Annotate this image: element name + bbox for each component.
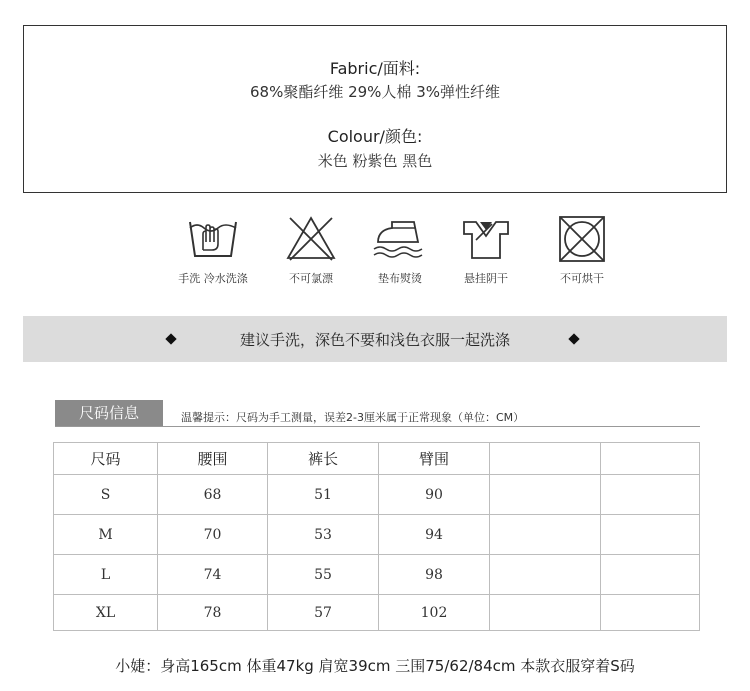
table-cell [601, 515, 700, 555]
care-label: 不可氯漂 [289, 272, 333, 285]
table-cell [490, 475, 601, 515]
care-label: 垫布熨烫 [378, 272, 422, 285]
table-cell: 98 [379, 555, 490, 595]
table-cell [490, 515, 601, 555]
table-cell: 53 [268, 515, 379, 555]
table-row [54, 515, 700, 555]
colour-title: Colour/颜色: [327, 127, 423, 146]
table-cell: L [54, 555, 158, 595]
table-header-row [54, 443, 700, 475]
table-cell: S [54, 475, 158, 515]
table-cell: 57 [268, 595, 379, 631]
table-header-cell [490, 443, 601, 475]
care-item-hang-dry [431, 212, 541, 286]
care-label: 不可烘干 [560, 272, 604, 285]
table-cell: M [54, 515, 158, 555]
care-label: 悬挂阴干 [464, 272, 508, 285]
table-cell: 78 [158, 595, 268, 631]
wash-note: 建议手洗，深色不要和浅色衣服一起洗涤 [239, 331, 510, 349]
table-cell [490, 595, 601, 631]
fabric-title: Fabric/面料: [329, 59, 421, 78]
table-row [54, 555, 700, 595]
table-cell: 74 [158, 555, 268, 595]
table-cell [601, 595, 700, 631]
table-cell: 90 [379, 475, 490, 515]
table-header-cell: 腰围 [158, 443, 268, 475]
table-cell: 70 [158, 515, 268, 555]
size-tip: 温馨提示：尺码为手工测量，误差2-3厘米属于正常现象（单位：CM） [181, 411, 525, 424]
table-cell [601, 555, 700, 595]
table-cell [490, 555, 601, 595]
size-info-tab: 尺码信息 [55, 400, 163, 426]
divider [55, 426, 700, 427]
iron-with-cloth-icon [370, 212, 430, 264]
care-item-hand-wash [158, 212, 268, 286]
table-header-cell: 臂围 [379, 443, 490, 475]
no-bleach-icon [284, 212, 338, 264]
table-cell: 68 [158, 475, 268, 515]
table-cell [601, 475, 700, 515]
table-cell: 94 [379, 515, 490, 555]
size-table [53, 442, 700, 631]
care-item-no-tumble-dry [527, 212, 637, 286]
care-label: 手洗 冷水洗涤 [178, 272, 248, 285]
table-cell: 55 [268, 555, 379, 595]
table-header-cell: 裤长 [268, 443, 379, 475]
no-tumble-dry-icon [555, 212, 609, 264]
hang-dry-shade-icon [456, 212, 516, 264]
table-header-cell [601, 443, 700, 475]
model-measurements-note: 小婕：身高165cm 体重47kg 肩宽39cm 三围75/62/84cm 本款衣服穿着S码 [115, 657, 635, 675]
care-instructions [0, 212, 750, 302]
table-cell: 102 [379, 595, 490, 631]
fabric-info-box [23, 25, 727, 193]
table-header-cell: 尺码 [54, 443, 158, 475]
table-row [54, 595, 700, 631]
table-cell: XL [54, 595, 158, 631]
colour-value: 米色 粉紫色 黑色 [317, 152, 433, 170]
table-row [54, 475, 700, 515]
fabric-value: 68%聚酯纤维 29%人棉 3%弹性纤维 [249, 83, 500, 101]
hand-wash-icon [186, 212, 240, 264]
table-cell: 51 [268, 475, 379, 515]
wash-note-band [23, 316, 727, 362]
